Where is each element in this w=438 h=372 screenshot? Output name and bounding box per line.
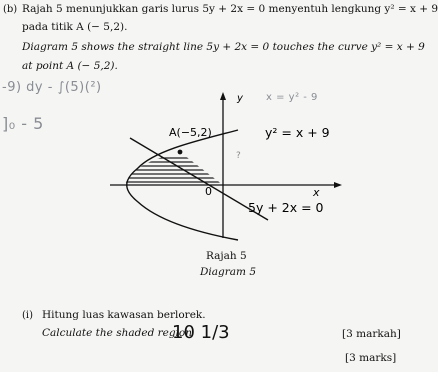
scribble-right-top: x = y² - 9 <box>266 92 318 103</box>
x-axis-label: x <box>313 186 320 199</box>
point-a <box>178 150 183 155</box>
y-axis-label: y <box>237 93 243 104</box>
line-label: 5y + 2x = 0 <box>248 200 324 215</box>
marks-en: [3 marks] <box>345 352 397 364</box>
pencil-mark: ? <box>236 151 241 161</box>
caption-en: Diagram 5 <box>200 266 257 278</box>
caption-ms: Rajah 5 <box>206 250 247 262</box>
handwritten-answer <box>170 314 230 348</box>
point-a-label: A(−5,2) <box>169 126 212 139</box>
part-label: (b) <box>3 4 18 15</box>
origin-label: 0 <box>205 185 212 198</box>
scribble-left-top: -9) dy - ∫(5)(²) <box>2 80 102 95</box>
scribble-left-mid: ]₀ - 5 <box>2 114 44 133</box>
question-line2-ms: pada titik A (− 5,2). <box>22 21 128 33</box>
question-line1-en: Diagram 5 shows the straight line 5y + 2x = 0 touches the curve y² = x + 9 <box>22 41 425 53</box>
question-line1-ms: Rajah 5 menunjukkan garis lurus 5y + 2x = 0 menyentuh lengkung y² = x + 9 <box>22 3 438 15</box>
curve-label: y² = x + 9 <box>265 125 330 140</box>
subquestion-text-ms: Hitung luas kawasan berlorek. <box>42 309 206 321</box>
marks-ms: [3 markah] <box>342 328 401 340</box>
question-line2-en: at point A (− 5,2). <box>22 60 118 72</box>
subquestion-number: (i) <box>22 310 34 321</box>
handwritten-answer-text: 10 1/3 <box>172 322 230 343</box>
subquestion-text-en: Calculate the shaded region <box>42 327 193 339</box>
